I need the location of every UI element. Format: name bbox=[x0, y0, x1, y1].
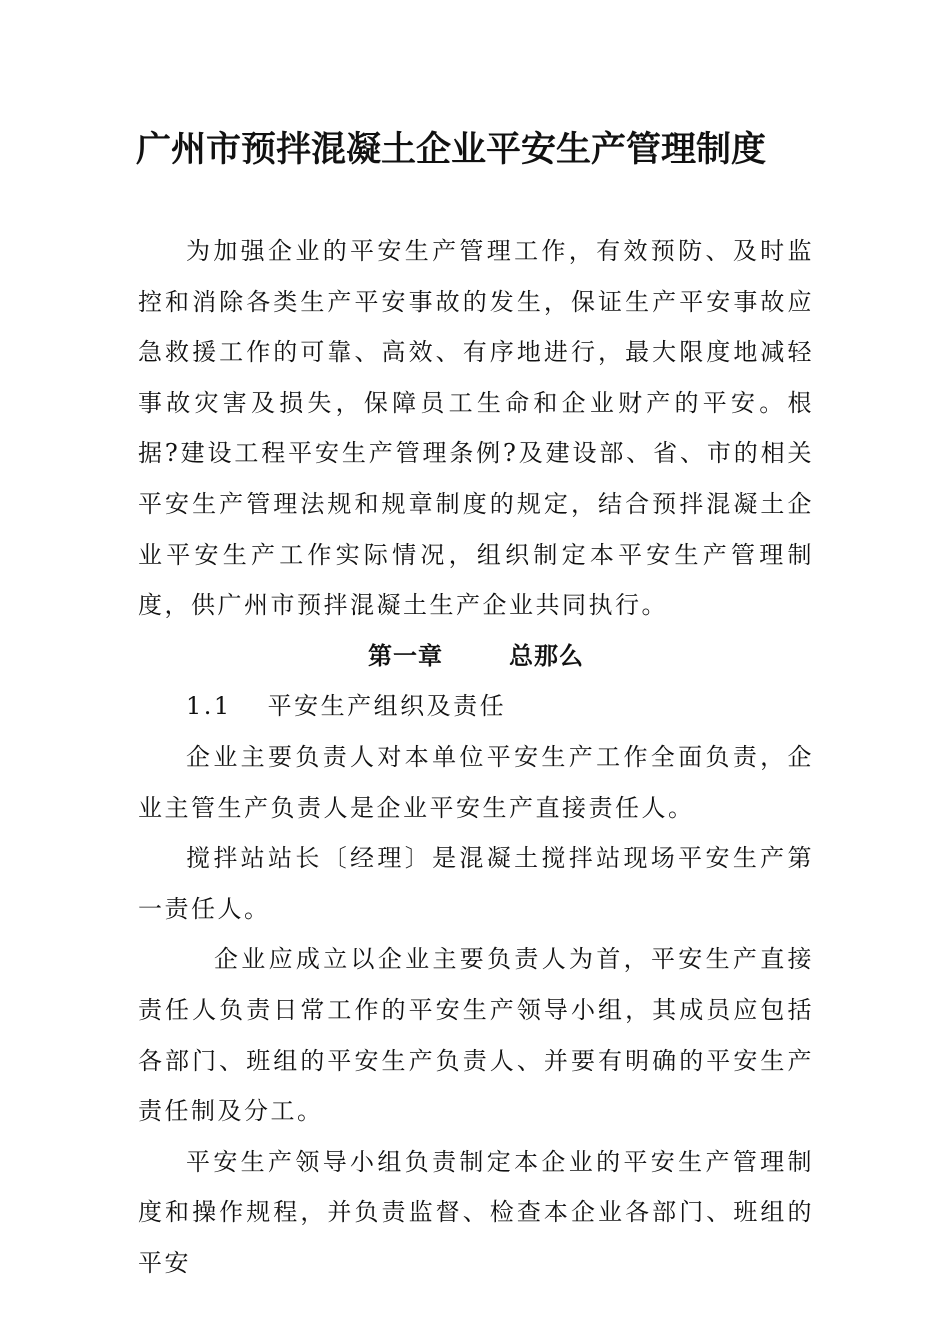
chapter-name: 总那么 bbox=[509, 641, 584, 670]
body-paragraph: 平安生产领导小组负责制定本企业的平安生产管理制度和操作规程，并负责监督、检查本企业各部门、班组的平安 bbox=[138, 1147, 814, 1277]
body-paragraph: 搅拌站站长〔经理〕是混凝土搅拌站现场平安生产第一责任人。 bbox=[138, 844, 814, 923]
section-number: 1.1 bbox=[186, 692, 232, 721]
section-title: 平安生产组织及责任 bbox=[267, 692, 507, 721]
section-heading bbox=[138, 681, 814, 732]
body-paragraph: 企业主要负责人对本单位平安生产工作全面负责，企业主管生产负责人是企业平安生产直接责任人。 bbox=[138, 742, 814, 822]
chapter-number: 第一章 bbox=[368, 641, 443, 670]
chapter-heading bbox=[138, 631, 814, 682]
document-title: 广州市预拌混凝土企业平安生产管理制度 bbox=[136, 129, 767, 170]
intro-paragraph: 为加强企业的平安生产管理工作，有效预防、及时监控和消除各类生产平安事故的发生，保证生产平安事故应急救援工作的可靠、高效、有序地进行，最大限度地减轻事故灾害及损失，保障员工生命和企业财产的平安。根据?建设工程平安生产管理条例?及建设部、省、市的相关平安生产管理法规和规章制度的规定，结合预拌混凝土企业平安生产工作实际情况，组织制定本平安生产管理制度，供广州市预拌混凝土生产企业共同执行。 bbox=[138, 237, 814, 620]
body-paragraph: 企业应成立以企业主要负责人为首，平安生产直接责任人负责日常工作的平安生产领导小组，其成员应包括各部门、班组的平安生产负责人、并要有明确的平安生产责任制及分工。 bbox=[138, 945, 814, 1126]
document-body bbox=[138, 226, 814, 1288]
